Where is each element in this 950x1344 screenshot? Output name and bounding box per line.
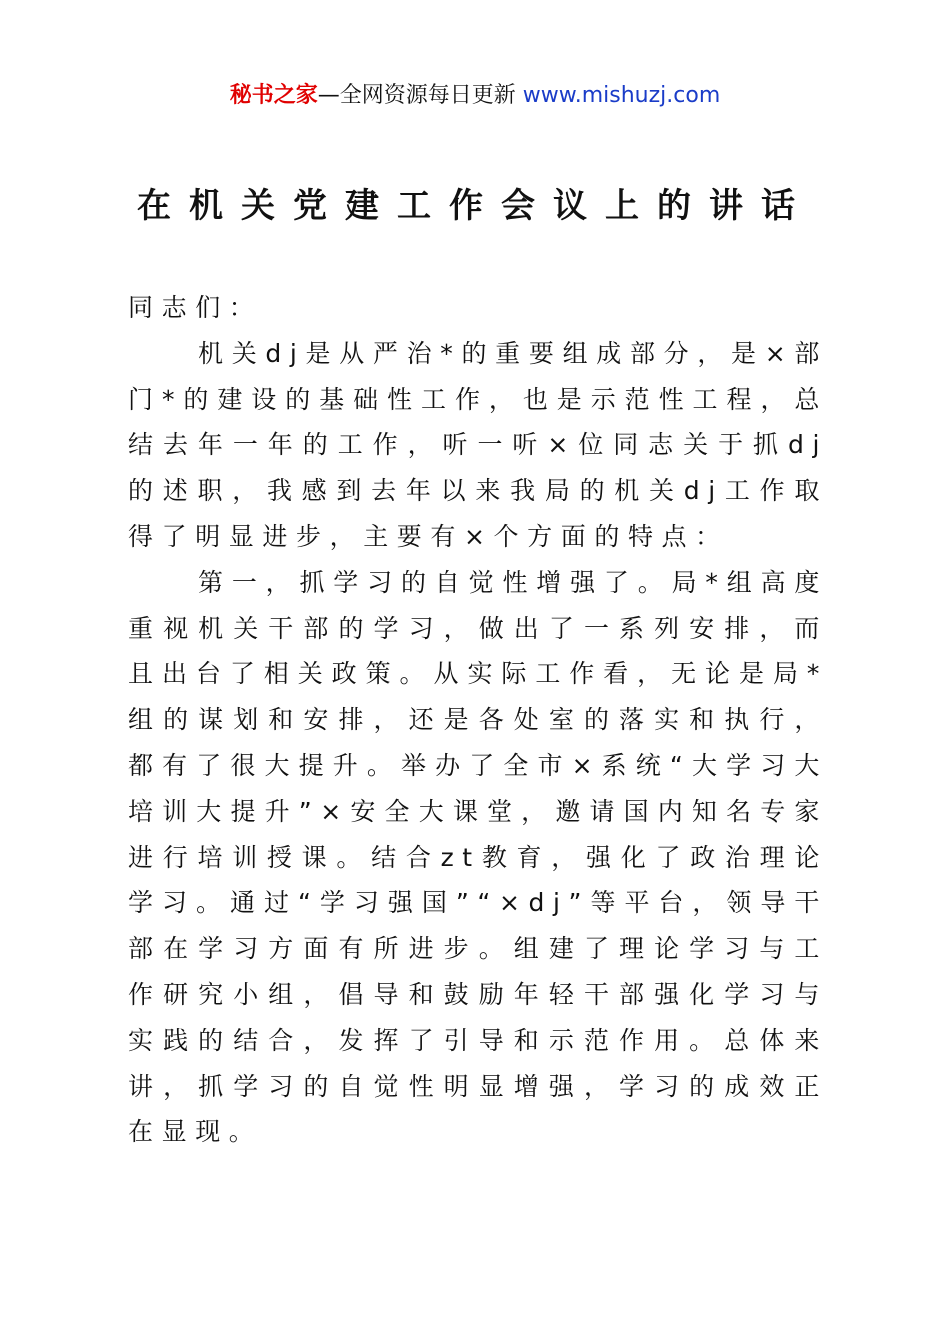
document-title: 在机关党建工作会议上的讲话 [137, 186, 813, 226]
paragraph-2: 第一，抓学习的自觉性增强了。局*组高度重视机关干部的学习，做出了一系列安排，而且出台了相关政策。从实际工作看，无论是局*组的谋划和安排，还是各处室的落实和执行，都有了很大提升。举办了全市×系统“大学习大培训大提升”×安全大课堂，邀请国内知名专家进行培训授课。结合zt教育，强化了政治理论学习。通过“学习强国”“×dj”等平台，领导干部在学习方面有所进步。组建了理论学习与工作研究小组，倡导和鼓励年轻干部强化学习与实践的结合，发挥了引导和示范作用。总体来讲，抓学习的自觉性明显增强，学习的成效正在显现。 [128, 567, 828, 1147]
header-dash: — [317, 83, 340, 108]
header-tagline: 全网资源每日更新 [339, 83, 523, 108]
site-brand: 秘书之家 [229, 83, 318, 108]
site-url-link[interactable]: www.mishuzj.com [522, 83, 721, 108]
document-body [128, 285, 828, 1155]
salutation: 同志们： [128, 293, 263, 322]
site-header [0, 80, 950, 112]
paragraph-1: 机关dj是从严治*的重要组成部分，是×部门*的建设的基础性工作，也是示范性工程，总结去年一年的工作，听一听×位同志关于抓dj的述职，我感到去年以来我局的机关dj工作取得了明显进步，主要有×个方面的特点： [128, 338, 828, 551]
